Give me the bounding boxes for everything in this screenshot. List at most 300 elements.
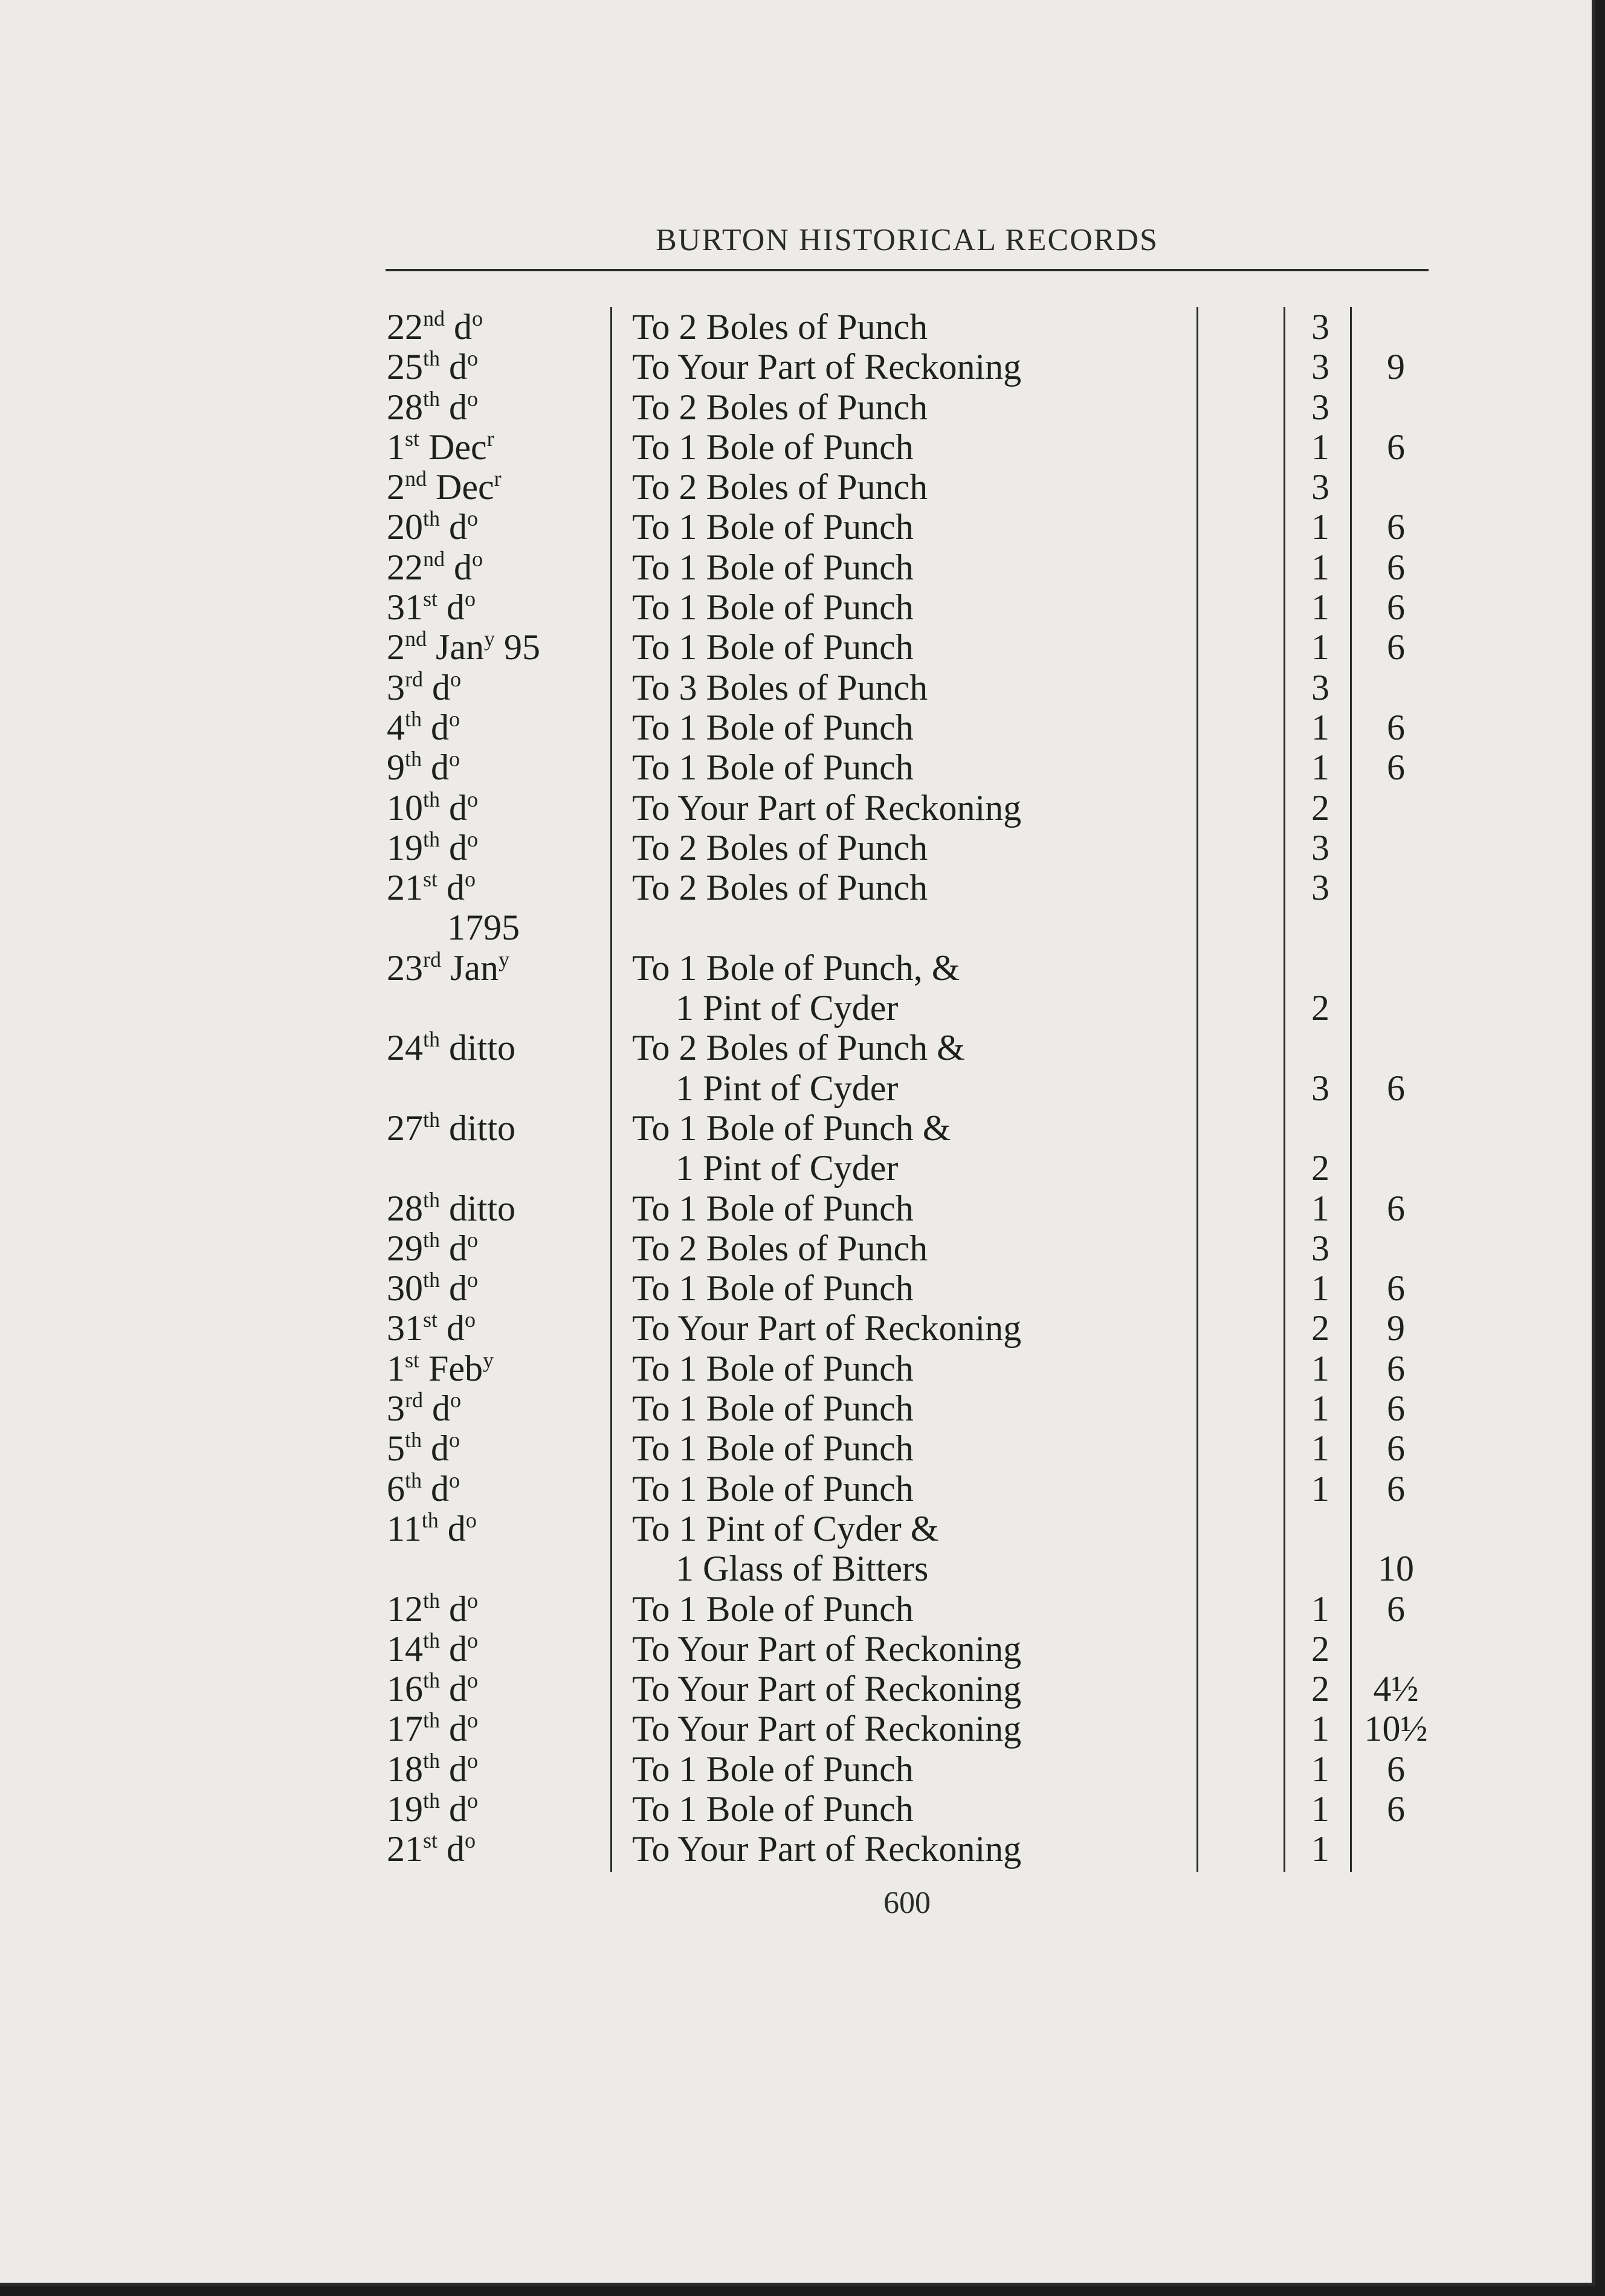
- amount-shillings: 1: [1311, 507, 1329, 547]
- entry-description: To 1 Bole of Punch: [632, 707, 914, 747]
- ledger-row: [0, 1589, 1595, 1629]
- entry-date: [387, 788, 478, 833]
- entry-date: [387, 948, 509, 993]
- date-ordinal-suffix: th: [423, 787, 441, 811]
- date-day: 11: [387, 1508, 422, 1549]
- entry-description: To 1 Bole of Punch: [632, 1468, 914, 1509]
- amount-pence: 6: [1387, 1068, 1405, 1108]
- date-abbrev-superscript: y: [483, 1347, 494, 1372]
- amount-shillings: 1: [1311, 1468, 1329, 1509]
- ledger-row: [0, 948, 1595, 988]
- entry-date: [387, 387, 478, 432]
- ledger-row: [0, 587, 1595, 627]
- date-day: 14: [387, 1628, 423, 1669]
- entry-description: To Your Part of Reckoning: [632, 347, 1022, 387]
- header-rule: [386, 269, 1429, 271]
- date-day: 28: [387, 1188, 423, 1228]
- entry-date: [387, 1188, 515, 1233]
- ledger-row: [0, 1629, 1595, 1669]
- date-ordinal-suffix: th: [423, 1668, 441, 1693]
- ledger-row: [0, 1188, 1595, 1228]
- amount-shillings: 1: [1311, 1588, 1329, 1629]
- date-abbrev-superscript: o: [467, 1628, 479, 1653]
- date-day: 2: [387, 467, 405, 508]
- date-day: 24: [387, 1028, 423, 1068]
- date-ordinal-suffix: nd: [405, 466, 427, 491]
- amount-shillings: 1: [1311, 1188, 1329, 1228]
- date-abbrev-superscript: o: [467, 506, 479, 531]
- date-abbrev-superscript: o: [467, 1227, 479, 1252]
- ledger-row: [0, 1749, 1595, 1789]
- date-abbrev-superscript: o: [467, 1588, 479, 1613]
- date-ordinal-suffix: th: [423, 1588, 441, 1613]
- date-month: Jan: [441, 947, 499, 988]
- entry-description: To Your Part of Reckoning: [632, 1628, 1022, 1669]
- date-day: 3: [387, 1388, 405, 1429]
- amount-shillings: 1: [1311, 1749, 1329, 1789]
- date-abbrev-superscript: o: [449, 1468, 460, 1492]
- entry-description: To 1 Bole of Punch: [632, 1749, 914, 1789]
- date-ordinal-suffix: rd: [405, 666, 423, 691]
- date-day: 10: [387, 787, 423, 828]
- date-abbrev-superscript: o: [467, 827, 479, 851]
- amount-pence: 6: [1387, 707, 1405, 747]
- amount-pence: 6: [1387, 427, 1405, 467]
- date-day: 1795: [447, 908, 520, 948]
- entry-description: To 1 Bole of Punch: [632, 1588, 914, 1629]
- date-month: Dec: [419, 427, 487, 467]
- date-month: d: [445, 547, 472, 587]
- entry-date: [387, 1268, 478, 1313]
- entry-description: To 1 Bole of Punch &: [632, 1108, 951, 1148]
- ledger-row: [0, 1108, 1595, 1148]
- date-day: 21: [387, 1829, 423, 1869]
- date-abbrev-superscript: o: [465, 587, 476, 611]
- ledger-row: [0, 1148, 1595, 1188]
- amount-pence: 6: [1387, 627, 1405, 668]
- ledger-row: [0, 908, 1595, 947]
- date-month: d: [440, 1268, 468, 1309]
- date-abbrev-superscript: o: [467, 1748, 479, 1773]
- date-month: d: [440, 827, 468, 868]
- amount-pence: 6: [1387, 1388, 1405, 1429]
- amount-shillings: 1: [1311, 1829, 1329, 1869]
- entry-date: [387, 1349, 494, 1393]
- date-abbrev-superscript: o: [449, 706, 460, 731]
- ledger-row: [0, 1669, 1595, 1709]
- date-month: d: [440, 1628, 468, 1669]
- date-abbrev-superscript: o: [467, 386, 479, 411]
- entry-date: [387, 1308, 476, 1353]
- ledger-row: [0, 387, 1595, 427]
- date-ordinal-suffix: st: [423, 1828, 438, 1853]
- date-day: 29: [387, 1228, 423, 1268]
- amount-pence: 9: [1387, 1308, 1405, 1349]
- amount-pence: 6: [1387, 507, 1405, 547]
- ledger-row: [0, 1829, 1595, 1869]
- entry-description: To 1 Bole of Punch: [632, 1388, 914, 1429]
- entry-description: To 2 Boles of Punch &: [632, 1028, 965, 1068]
- ledger-row: [0, 988, 1595, 1028]
- date-ordinal-suffix: nd: [423, 546, 445, 571]
- entry-date: [387, 668, 461, 712]
- date-month: d: [422, 747, 450, 788]
- date-abbrev-superscript: y: [483, 627, 495, 651]
- date-abbrev-superscript: o: [467, 787, 479, 811]
- date-month: d: [445, 307, 472, 347]
- date-month: ditto: [440, 1108, 516, 1148]
- entry-date: [387, 1669, 478, 1714]
- date-ordinal-suffix: th: [423, 1107, 441, 1132]
- date-day: 1: [387, 427, 405, 467]
- entry-date: [387, 1028, 515, 1072]
- ledger-row: [0, 627, 1595, 667]
- date-ordinal-suffix: th: [423, 346, 441, 371]
- entry-description: To 1 Bole of Punch: [632, 427, 914, 467]
- entry-description: 1 Pint of Cyder: [676, 988, 899, 1028]
- date-ordinal-suffix: st: [405, 426, 420, 451]
- date-month: d: [440, 387, 468, 427]
- date-month: Dec: [427, 467, 494, 508]
- ledger-row: [0, 1469, 1595, 1509]
- entry-date: [387, 1228, 478, 1273]
- date-day: 23: [387, 947, 423, 988]
- amount-shillings: 3: [1311, 827, 1329, 868]
- entry-description: To 1 Bole of Punch: [632, 1428, 914, 1469]
- date-day: 20: [387, 507, 423, 547]
- date-day: 19: [387, 1788, 423, 1829]
- amount-shillings: 3: [1311, 868, 1329, 908]
- date-day: 1: [387, 1348, 405, 1388]
- date-abbrev-superscript: o: [450, 666, 461, 691]
- entry-date: [387, 1388, 461, 1433]
- ledger-row: [0, 1349, 1595, 1388]
- date-abbrev-superscript: o: [465, 1508, 477, 1532]
- entry-date: [387, 1509, 477, 1553]
- amount-shillings: 3: [1311, 387, 1329, 427]
- date-month: ditto: [440, 1188, 516, 1228]
- date-day: 31: [387, 587, 423, 628]
- date-abbrev-superscript: o: [465, 867, 476, 892]
- date-month: d: [422, 707, 450, 747]
- date-day: 19: [387, 827, 423, 868]
- date-day: 2: [387, 627, 405, 668]
- amount-shillings: 1: [1311, 627, 1329, 668]
- date-month: Feb: [419, 1348, 483, 1388]
- entry-description: To Your Part of Reckoning: [632, 787, 1022, 828]
- date-abbrev-superscript: r: [486, 426, 494, 451]
- amount-shillings: 3: [1311, 667, 1329, 708]
- date-month: d: [438, 1308, 465, 1349]
- entry-description: To 1 Bole of Punch: [632, 587, 914, 628]
- amount-pence: 6: [1387, 1788, 1405, 1829]
- amount-shillings: 3: [1311, 1068, 1329, 1108]
- amount-pence: 6: [1387, 1188, 1405, 1228]
- ledger-table: [0, 307, 1595, 1869]
- ledger-row: [0, 1388, 1595, 1428]
- entry-date: [387, 1428, 460, 1473]
- amount-pence: 10: [1378, 1549, 1414, 1589]
- year-heading: [447, 908, 520, 947]
- entry-date: [387, 1829, 476, 1874]
- date-day: 21: [387, 868, 423, 908]
- ledger-row: [0, 1509, 1595, 1549]
- date-day: 31: [387, 1308, 423, 1349]
- date-day: 28: [387, 387, 423, 427]
- entry-description: To 1 Bole of Punch: [632, 747, 914, 788]
- date-month: d: [438, 868, 465, 908]
- entry-date: [387, 1108, 515, 1153]
- ledger-row: [0, 427, 1595, 467]
- amount-shillings: 3: [1311, 347, 1329, 387]
- entry-description: To Your Part of Reckoning: [632, 1308, 1022, 1349]
- ledger-row: [0, 347, 1595, 387]
- entry-date: [387, 427, 494, 472]
- amount-pence: 10½: [1364, 1709, 1428, 1749]
- date-ordinal-suffix: th: [405, 1468, 422, 1492]
- date-ordinal-suffix: th: [423, 1708, 441, 1733]
- amount-shillings: 1: [1311, 427, 1329, 467]
- date-ordinal-suffix: th: [423, 1748, 441, 1773]
- amount-pence: 6: [1387, 547, 1405, 587]
- amount-shillings: 2: [1311, 787, 1329, 828]
- entry-description: To 1 Bole of Punch: [632, 627, 914, 668]
- entry-date: [387, 467, 502, 512]
- date-ordinal-suffix: rd: [423, 947, 441, 972]
- date-abbrev-superscript: o: [449, 747, 460, 772]
- entry-description: To 2 Boles of Punch: [632, 868, 928, 908]
- date-abbrev-superscript: o: [467, 1668, 479, 1693]
- entry-description: To Your Part of Reckoning: [632, 1669, 1022, 1709]
- date-ordinal-suffix: st: [405, 1347, 420, 1372]
- date-abbrev-superscript: r: [494, 466, 502, 491]
- date-abbrev-superscript: y: [498, 947, 509, 972]
- entry-description: 1 Pint of Cyder: [676, 1068, 899, 1108]
- date-ordinal-suffix: th: [423, 386, 441, 411]
- amount-shillings: 2: [1311, 1628, 1329, 1669]
- amount-shillings: 3: [1311, 1228, 1329, 1268]
- date-ordinal-suffix: th: [423, 1187, 441, 1212]
- date-ordinal-suffix: st: [423, 587, 438, 611]
- amount-shillings: 1: [1311, 747, 1329, 788]
- entry-description: 1 Pint of Cyder: [676, 1148, 899, 1188]
- date-ordinal-suffix: th: [405, 1428, 422, 1453]
- entry-date: [387, 347, 478, 392]
- date-month: d: [440, 507, 468, 547]
- amount-shillings: 3: [1311, 307, 1329, 347]
- amount-shillings: 2: [1311, 1148, 1329, 1188]
- date-month: d: [422, 1468, 450, 1509]
- date-day: 22: [387, 307, 423, 347]
- date-day: 30: [387, 1268, 423, 1309]
- entry-description: To 2 Boles of Punch: [632, 827, 928, 868]
- amount-pence: 4½: [1373, 1669, 1419, 1709]
- entry-date: [387, 747, 460, 792]
- date-month: d: [438, 1829, 465, 1869]
- date-month: ditto: [440, 1028, 516, 1068]
- entry-description: To 1 Bole of Punch: [632, 1788, 914, 1829]
- date-ordinal-suffix: nd: [405, 627, 427, 651]
- entry-date: [387, 868, 476, 912]
- ledger-row: [0, 868, 1595, 908]
- date-ordinal-suffix: th: [421, 1508, 439, 1532]
- ledger-row: [0, 1789, 1595, 1829]
- date-month: d: [438, 587, 465, 628]
- entry-description: To 1 Bole of Punch: [632, 1348, 914, 1388]
- amount-shillings: 1: [1311, 1788, 1329, 1829]
- date-month: d: [440, 1228, 468, 1268]
- entry-description: To 1 Bole of Punch: [632, 1188, 914, 1228]
- date-ordinal-suffix: th: [423, 827, 441, 851]
- ledger-row: [0, 1228, 1595, 1268]
- entry-description: To 3 Boles of Punch: [632, 667, 928, 708]
- date-month: Jan: [427, 627, 484, 668]
- amount-shillings: 3: [1311, 467, 1329, 508]
- entry-description: To 1 Bole of Punch, &: [632, 947, 960, 988]
- entry-date: [387, 307, 483, 352]
- amount-pence: 6: [1387, 1268, 1405, 1309]
- amount-shillings: 2: [1311, 1308, 1329, 1349]
- page-number: 600: [883, 1886, 931, 1920]
- entry-date: [387, 507, 478, 552]
- entry-description: To Your Part of Reckoning: [632, 1709, 1022, 1749]
- entry-description: To 1 Bole of Punch: [632, 507, 914, 547]
- amount-pence: 6: [1387, 1348, 1405, 1388]
- amount-shillings: 2: [1311, 1669, 1329, 1709]
- amount-pence: 6: [1387, 1468, 1405, 1509]
- amount-shillings: 1: [1311, 1388, 1329, 1429]
- date-month: d: [440, 1669, 468, 1709]
- amount-shillings: 1: [1311, 1268, 1329, 1309]
- date-day: 5: [387, 1428, 405, 1469]
- date-ordinal-suffix: th: [423, 1227, 441, 1252]
- entry-date: [387, 1749, 478, 1794]
- date-abbrev-superscript: o: [467, 346, 479, 371]
- amount-shillings: 2: [1311, 988, 1329, 1028]
- ledger-row: [0, 708, 1595, 747]
- amount-shillings: 1: [1311, 587, 1329, 628]
- entry-description: To Your Part of Reckoning: [632, 1829, 1022, 1869]
- entry-description: To 2 Boles of Punch: [632, 387, 928, 427]
- ledger-row: [0, 467, 1595, 507]
- amount-shillings: 1: [1311, 1709, 1329, 1749]
- date-abbrev-superscript: o: [467, 1708, 479, 1733]
- date-ordinal-suffix: th: [423, 1628, 441, 1653]
- ledger-row: [0, 307, 1595, 347]
- date-ordinal-suffix: st: [423, 867, 438, 892]
- date-month: d: [423, 667, 450, 708]
- date-ordinal-suffix: nd: [423, 306, 445, 331]
- entry-date: [387, 627, 540, 672]
- entry-description: To 1 Bole of Punch: [632, 547, 914, 587]
- date-ordinal-suffix: rd: [405, 1388, 423, 1413]
- date-day: 25: [387, 347, 423, 387]
- amount-pence: 6: [1387, 1749, 1405, 1789]
- amount-shillings: 1: [1311, 1348, 1329, 1388]
- date-day: 17: [387, 1709, 423, 1749]
- date-day: 27: [387, 1108, 423, 1148]
- date-day: 18: [387, 1749, 423, 1789]
- ledger-row: [0, 828, 1595, 868]
- ledger-row: [0, 1268, 1595, 1308]
- date-month: d: [423, 1388, 450, 1429]
- date-ordinal-suffix: th: [423, 1027, 441, 1052]
- entry-description: 1 Glass of Bitters: [676, 1549, 929, 1589]
- date-day: 3: [387, 667, 405, 708]
- ledger-row: [0, 668, 1595, 708]
- date-month: d: [440, 347, 468, 387]
- date-month: d: [440, 787, 468, 828]
- amount-pence: 6: [1387, 1428, 1405, 1469]
- date-ordinal-suffix: th: [405, 706, 422, 731]
- date-day: 12: [387, 1588, 423, 1629]
- date-month: d: [440, 1788, 468, 1829]
- amount-shillings: 1: [1311, 547, 1329, 587]
- entry-date: [387, 1469, 460, 1514]
- entry-date: [387, 547, 483, 592]
- amount-pence: 9: [1387, 347, 1405, 387]
- entry-description: To 2 Boles of Punch: [632, 467, 928, 508]
- amount-shillings: 1: [1311, 1428, 1329, 1469]
- ledger-row: [0, 547, 1595, 587]
- ledger-row: [0, 1549, 1595, 1588]
- entry-description: To 2 Boles of Punch: [632, 1228, 928, 1268]
- date-ordinal-suffix: th: [423, 1788, 441, 1813]
- date-abbrev-superscript: o: [467, 1268, 479, 1292]
- entry-date: [387, 1709, 478, 1753]
- date-ordinal-suffix: th: [405, 747, 422, 772]
- entry-date: [387, 587, 476, 632]
- page-header: BURTON HISTORICAL RECORDS: [656, 223, 1158, 257]
- entry-date: [387, 1629, 478, 1674]
- amount-pence: 6: [1387, 587, 1405, 628]
- date-abbrev-superscript: o: [450, 1388, 461, 1413]
- amount-pence: 6: [1387, 1588, 1405, 1629]
- date-day: 16: [387, 1669, 423, 1709]
- date-abbrev-superscript: o: [472, 306, 483, 331]
- date-month: d: [440, 1709, 468, 1749]
- entry-date: [387, 1789, 478, 1834]
- ledger-row: [0, 1709, 1595, 1749]
- date-abbrev-superscript: o: [465, 1308, 476, 1332]
- entry-description: To 2 Boles of Punch: [632, 307, 928, 347]
- ledger-row: [0, 1068, 1595, 1108]
- ledger-row: [0, 1428, 1595, 1468]
- date-abbrev-superscript: o: [465, 1828, 476, 1853]
- date-abbrev-superscript: o: [449, 1428, 460, 1453]
- date-ordinal-suffix: th: [423, 1268, 441, 1292]
- date-day: 9: [387, 747, 405, 788]
- date-day: 4: [387, 707, 405, 747]
- date-month: d: [422, 1428, 450, 1469]
- date-month: d: [440, 1588, 468, 1629]
- date-day: 22: [387, 547, 423, 587]
- amount-shillings: 1: [1311, 707, 1329, 747]
- ledger-row: [0, 747, 1595, 787]
- ledger-row: [0, 788, 1595, 828]
- entry-date: [387, 1589, 478, 1634]
- entry-date: [387, 828, 478, 872]
- entry-date: [387, 708, 460, 752]
- date-month: d: [438, 1508, 466, 1549]
- date-ordinal-suffix: th: [423, 506, 441, 531]
- ledger-row: [0, 1028, 1595, 1068]
- date-month: d: [440, 1749, 468, 1789]
- date-day: 6: [387, 1468, 405, 1509]
- date-abbrev-superscript: o: [472, 546, 483, 571]
- ledger-row: [0, 1308, 1595, 1348]
- date-year: 95: [494, 627, 540, 668]
